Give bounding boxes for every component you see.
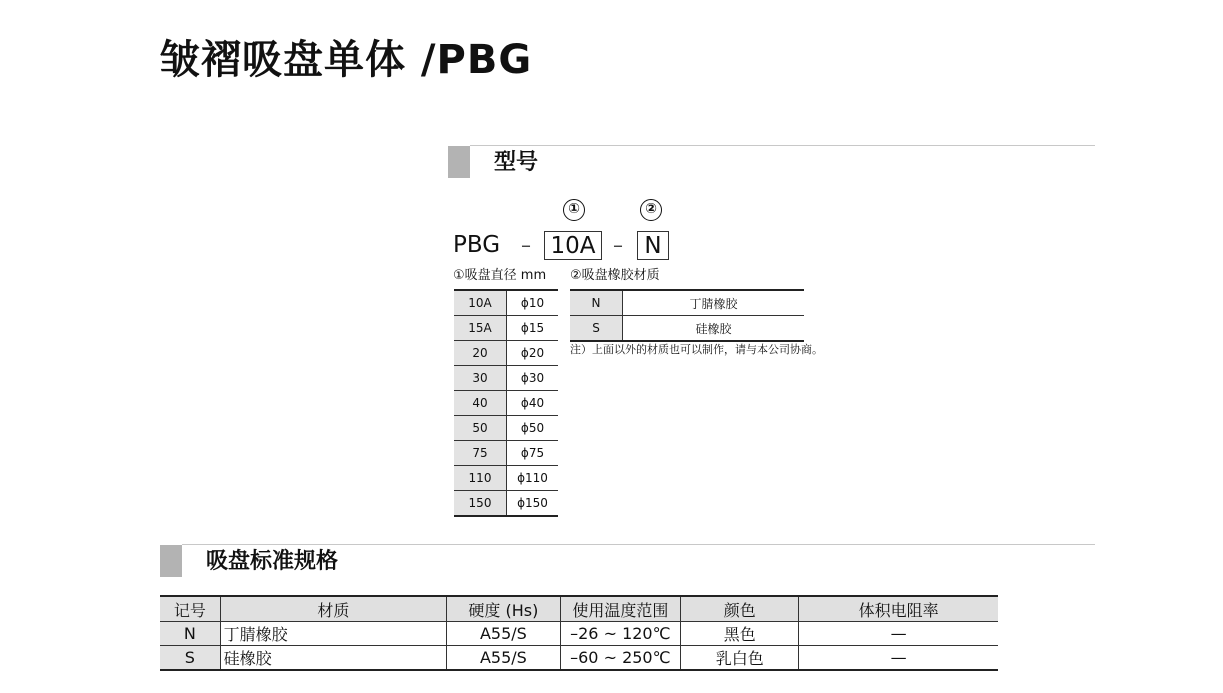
table-row [454,316,558,341]
spec-heading: 吸盘标准规格 [206,549,339,574]
table-row [454,341,558,366]
table-row [454,416,558,441]
size-code-cell: 40 [454,391,507,416]
table-cell: — [799,622,998,646]
table-row [454,441,558,466]
table-cell: A55/S [447,622,561,646]
table-cell: 丁腈橡胶 [220,622,446,646]
size-diameter-cell: ϕ110 [507,466,559,491]
size-code-cell: 20 [454,341,507,366]
model-separator-2: – [613,233,623,257]
size-diameter-cell: ϕ15 [507,316,559,341]
column-header: 材质 [220,596,446,622]
model-prefix: PBG [453,232,501,258]
column-header: 硬度 (Hs) [447,596,561,622]
table-row [454,366,558,391]
size-code-cell: 30 [454,366,507,391]
column-header: 颜色 [681,596,799,622]
column-header: 记号 [160,596,220,622]
size-table [454,289,558,517]
table-cell: N [160,622,220,646]
material-name-cell: 丁腈橡胶 [623,290,805,316]
table-row [454,290,558,316]
page-title: 皱褶吸盘单体 /PBG [160,37,533,83]
size-code-cell: 50 [454,416,507,441]
material-code-cell: S [570,316,623,342]
size-code-cell: 10A [454,290,507,316]
size-table-caption: ①吸盘直径 mm [453,268,547,283]
table-cell: 硅橡胶 [220,646,446,671]
section-divider [470,145,1095,146]
model-heading: 型号 [494,150,539,175]
model-separator-1: – [521,233,531,257]
section-marker [160,545,182,577]
table-cell: 黑色 [681,622,799,646]
model-material-box: N [637,231,669,260]
table-row [160,646,998,671]
table-cell: –60 ~ 250℃ [560,646,680,671]
size-code-cell: 15A [454,316,507,341]
table-row [454,391,558,416]
table-cell: A55/S [447,646,561,671]
marker-2: ② [640,199,662,221]
table-row [160,622,998,646]
size-diameter-cell: ϕ40 [507,391,559,416]
size-diameter-cell: ϕ75 [507,441,559,466]
size-diameter-cell: ϕ150 [507,491,559,517]
size-code-cell: 150 [454,491,507,517]
size-diameter-cell: ϕ30 [507,366,559,391]
size-diameter-cell: ϕ10 [507,290,559,316]
table-cell: — [799,646,998,671]
material-table [570,289,804,342]
material-table-caption: ②吸盘橡胶材质 [570,268,660,283]
table-row [454,491,558,517]
column-header: 体积电阻率 [799,596,998,622]
size-diameter-cell: ϕ50 [507,416,559,441]
material-name-cell: 硅橡胶 [623,316,805,342]
table-row [570,316,804,342]
size-diameter-cell: ϕ20 [507,341,559,366]
note: 注）上面以外的材质也可以制作，请与本公司协商。 [570,343,823,356]
model-size-box: 10A [544,231,602,260]
table-row [570,290,804,316]
section-divider [182,544,1095,545]
table-cell: –26 ~ 120℃ [560,622,680,646]
section-marker [448,146,470,178]
column-header: 使用温度范围 [560,596,680,622]
spec-table [160,595,998,671]
table-row [454,466,558,491]
table-cell: 乳白色 [681,646,799,671]
material-code-cell: N [570,290,623,316]
marker-1: ① [563,199,585,221]
size-code-cell: 110 [454,466,507,491]
table-cell: S [160,646,220,671]
size-code-cell: 75 [454,441,507,466]
